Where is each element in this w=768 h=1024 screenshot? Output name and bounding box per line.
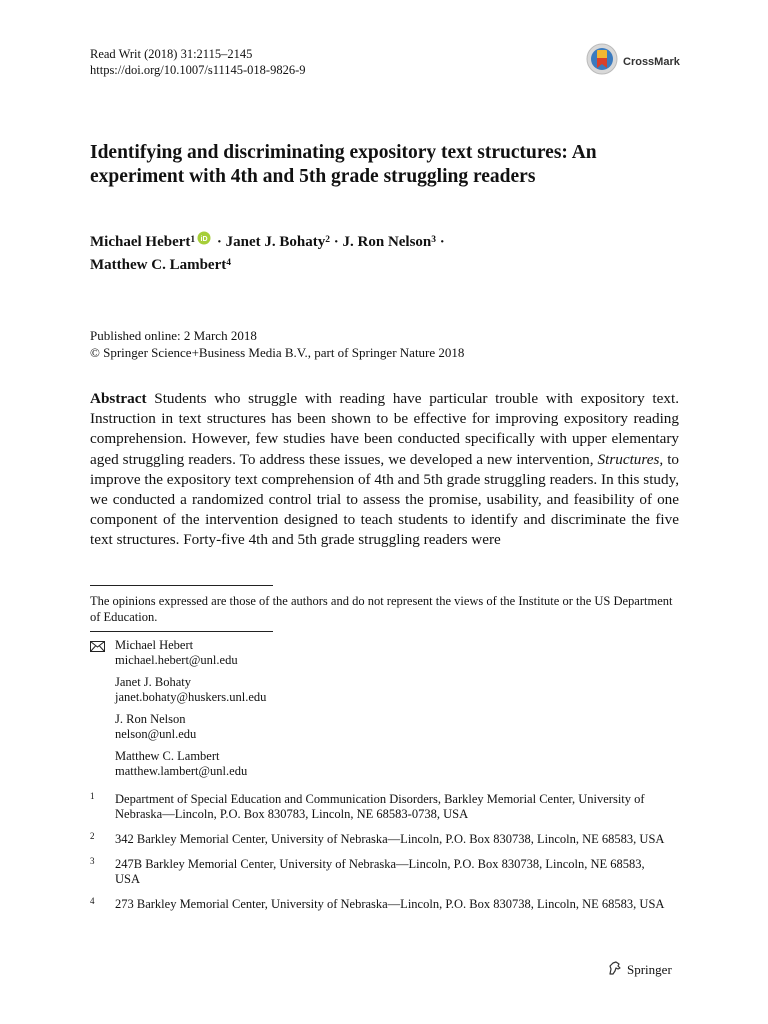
journal-citation: Read Writ (2018) 31:2115–2145 bbox=[90, 47, 253, 61]
author-affiliation-marker: 1 bbox=[190, 235, 196, 245]
affiliation-text: 273 Barkley Memorial Center, University of Nebraska—Lincoln, P.O. Box 830738, Lincoln, NE 68583, USA bbox=[115, 897, 665, 911]
author-name[interactable]: Janet J. Bohaty bbox=[225, 234, 326, 250]
contact-entry bbox=[90, 712, 266, 741]
contact-name: Michael Hebert bbox=[115, 638, 194, 652]
contact-entry bbox=[90, 638, 266, 667]
contact-divider bbox=[90, 631, 273, 632]
publication-info bbox=[90, 327, 464, 361]
affiliation-entry bbox=[90, 857, 670, 887]
article-title: Identifying and discriminating expository text structures: An experiment with 4th and 5th grade struggling readers bbox=[90, 142, 597, 187]
contact-name: Matthew C. Lambert bbox=[115, 749, 220, 763]
disclaimer-note: The opinions expressed are those of the authors and do not represent the views of the Institute or the US Department of Education. bbox=[90, 594, 673, 624]
springer-horse-icon bbox=[607, 960, 623, 980]
copyright-notice: © Springer Science+Business Media B.V., part of Springer Nature 2018 bbox=[90, 345, 465, 360]
affiliation-number: 4 bbox=[90, 896, 95, 906]
footnote-divider bbox=[90, 585, 273, 586]
affiliation-entry bbox=[90, 832, 670, 847]
author-affiliation-marker: 3 bbox=[431, 235, 437, 245]
contact-email[interactable]: nelson@unl.edu bbox=[115, 726, 197, 741]
author-name[interactable]: Michael Hebert bbox=[90, 234, 191, 250]
doi-link[interactable]: https://doi.org/10.1007/s11145-018-9826-9 bbox=[90, 63, 306, 77]
svg-text:iD: iD bbox=[200, 235, 208, 243]
author-list bbox=[90, 231, 650, 276]
author-name[interactable]: J. Ron Nelson bbox=[342, 234, 432, 250]
affiliation-text: 342 Barkley Memorial Center, University of Nebraska—Lincoln, P.O. Box 830738, Lincoln, NE 68583, USA bbox=[115, 832, 665, 846]
author-affiliation-marker: 4 bbox=[226, 257, 231, 268]
abstract bbox=[90, 389, 679, 551]
orcid-icon[interactable] bbox=[197, 230, 211, 252]
published-date: Published online: 2 March 2018 bbox=[90, 328, 257, 343]
affiliation-number: 2 bbox=[90, 831, 95, 841]
author-separator: · bbox=[213, 234, 226, 250]
affiliation-text: 247B Barkley Memorial Center, University of Nebraska—Lincoln, P.O. Box 830738, Lincoln, NE 68583, USA bbox=[115, 857, 645, 886]
contact-name: Janet J. Bohaty bbox=[115, 675, 192, 689]
crossmark-label: CrossMark bbox=[623, 55, 680, 68]
contact-entry bbox=[90, 675, 266, 704]
contact-entry bbox=[90, 749, 266, 778]
contact-name: J. Ron Nelson bbox=[115, 712, 186, 726]
abstract-text: Students who struggle with reading have particular trouble with expository text. Instruction in text structures has been shown to be effective for improving expository reading comprehension. However, few studies have been conducted specifically with upper elementary aged struggling readers. To address these issues, we developed a new intervention, bbox=[90, 390, 679, 468]
affiliation-text: Department of Special Education and Communication Disorders, Barkley Memorial Center, University of Nebraska—Lincoln, P.O. Box 830783, Lincoln, NE 68583-0738, USA bbox=[115, 792, 645, 821]
crossmark-badge[interactable] bbox=[586, 43, 680, 80]
author-separator: · bbox=[436, 234, 445, 250]
author-separator: · bbox=[330, 234, 343, 250]
publisher-name: Springer bbox=[627, 962, 672, 977]
journal-reference bbox=[90, 46, 306, 78]
crossmark-icon bbox=[586, 43, 618, 80]
contact-email[interactable]: michael.hebert@unl.edu bbox=[115, 652, 238, 667]
abstract-heading: Abstract bbox=[90, 390, 147, 407]
envelope-icon bbox=[90, 641, 105, 656]
affiliation-list bbox=[90, 792, 670, 922]
contact-list bbox=[90, 638, 266, 786]
publisher-logo bbox=[607, 960, 672, 980]
contact-email[interactable]: janet.bohaty@huskers.unl.edu bbox=[115, 689, 267, 704]
affiliation-entry bbox=[90, 792, 670, 822]
affiliation-number: 1 bbox=[90, 791, 95, 801]
author-name[interactable]: Matthew C. Lambert bbox=[90, 256, 227, 273]
affiliation-entry bbox=[90, 897, 670, 912]
abstract-text: to improve the expository text comprehension of 4th and 5th grade struggling readers. In this study, we conducted a randomized control trial to assess the promise, usability, and feasibility of one component of the intervention designed to teach students to identify and discriminate the five text structures. Forty-five 4th and 5th grade struggling readers were bbox=[90, 450, 680, 549]
author-affiliation-marker: 2 bbox=[325, 235, 330, 245]
affiliation-number: 3 bbox=[90, 856, 95, 866]
contact-email[interactable]: matthew.lambert@unl.edu bbox=[115, 763, 248, 778]
abstract-intervention-name: Structures, bbox=[597, 450, 664, 468]
